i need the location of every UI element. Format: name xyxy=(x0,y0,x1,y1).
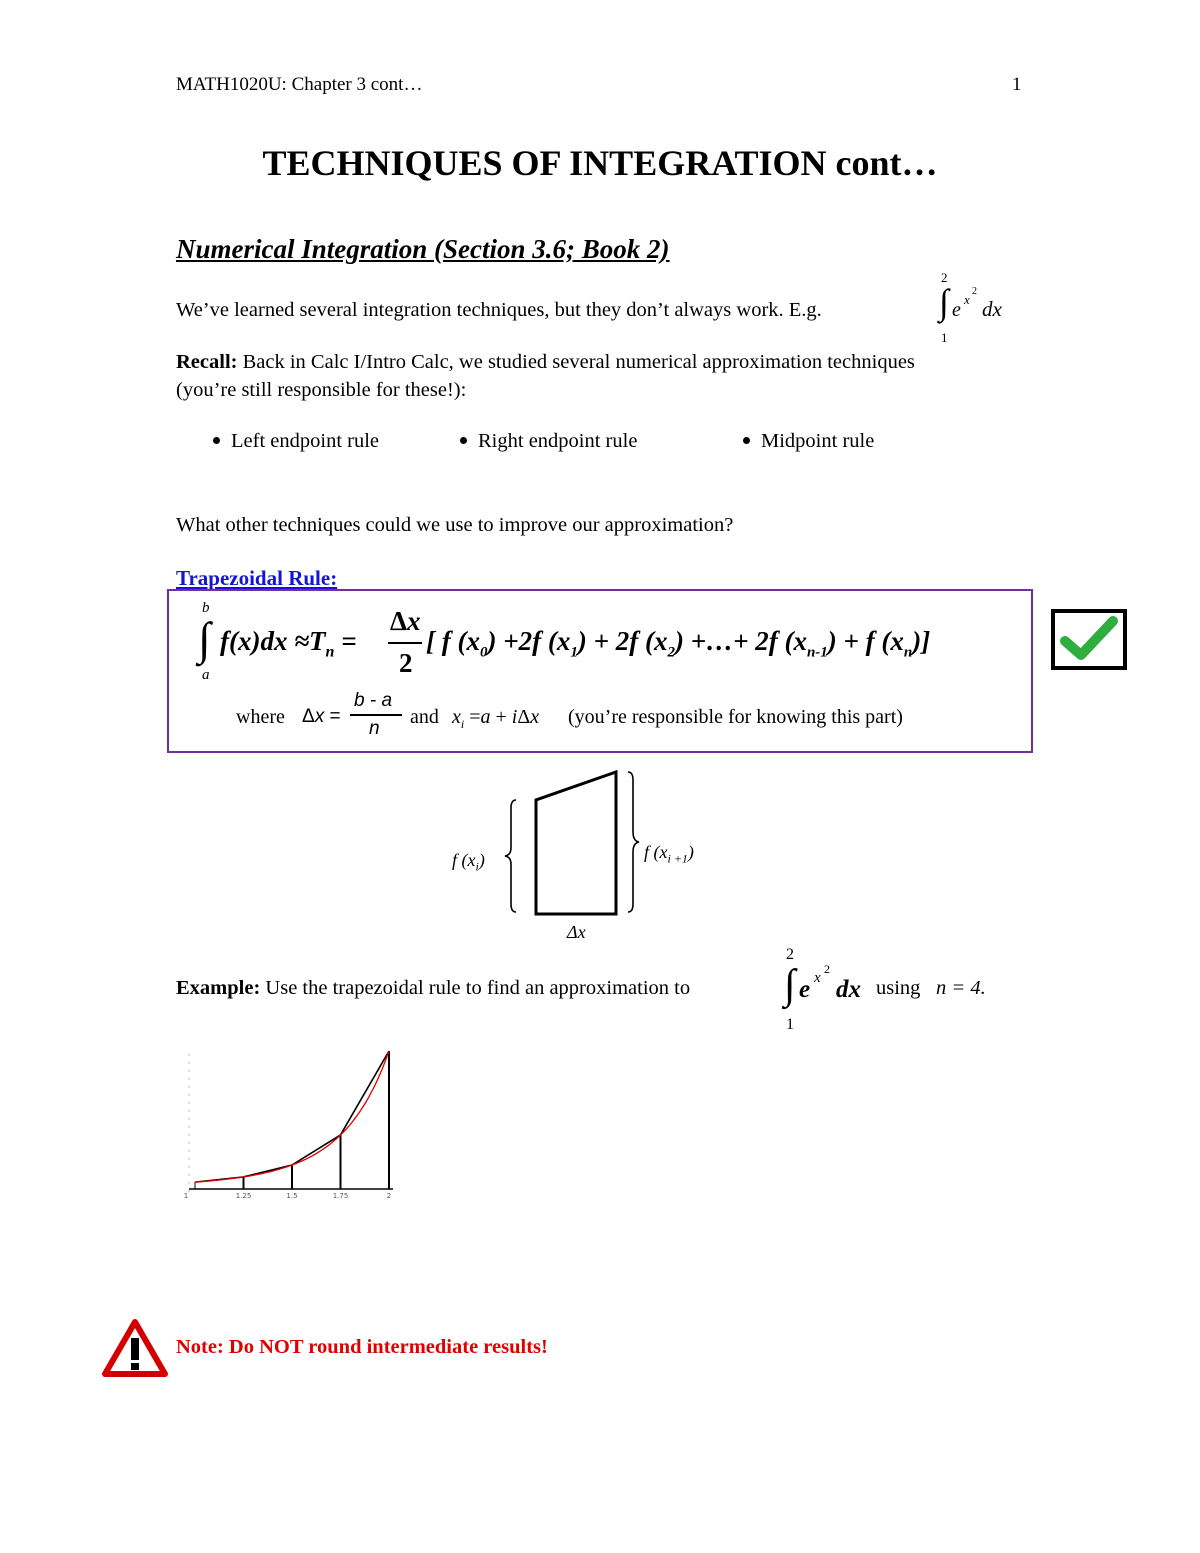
rule-left-endpoint xyxy=(213,430,379,453)
page-header: MATH1020U: Chapter 3 cont… xyxy=(176,74,423,95)
integral-sign: ∫ xyxy=(784,962,796,1008)
bullet-icon xyxy=(213,437,220,444)
diagram-left-label: f $(x_i)$ xyxy=(452,850,485,874)
delta-x-numerator: b - a xyxy=(354,690,393,711)
intro-text: We’ve learned several integration techniques, but they don’t always work. E.g. xyxy=(176,299,822,321)
graph-group xyxy=(184,1049,393,1200)
warning-exclamation-bar xyxy=(131,1338,139,1360)
formula-sum: [ f $(x_0) +2f$ $(x_1) + 2f$ $(x_2)$ +…+ 2f $(x_{n-1}) + f$ $(x_n)$] xyxy=(426,626,931,661)
delta-x-denominator: n xyxy=(369,718,380,739)
page-number: 1 xyxy=(1012,74,1022,95)
right-brace xyxy=(628,772,639,912)
graph-x-tick-label: 1 xyxy=(183,1192,189,1200)
formula-lhs: $f(x)dx \approx T_n$ = xyxy=(220,626,357,661)
bullet-icon xyxy=(743,437,750,444)
rule-label: Midpoint rule xyxy=(761,430,875,452)
recall-text: Back in Calc I/Intro Calc, we studied several numerical approximation techniques (you’re still responsible for these!): xyxy=(176,351,915,401)
where-label: where xyxy=(236,706,285,728)
formula-fraction-bar xyxy=(388,642,422,644)
bullet-icon xyxy=(460,437,467,444)
example-label: Example: xyxy=(176,977,261,999)
function-curve xyxy=(195,1051,389,1182)
where-line xyxy=(236,688,1016,744)
example-using: using xyxy=(876,977,921,999)
delta-x-bar xyxy=(350,714,402,716)
formula-fraction-num: Δx xyxy=(390,606,421,636)
intro-integral-lower: 1 xyxy=(941,330,948,345)
trapezoidal-heading: Trapezoidal Rule: xyxy=(176,566,338,590)
example-integral-exponent: x xyxy=(814,970,821,986)
note-warning-text: Note: Do NOT round intermediate results! xyxy=(176,1336,548,1358)
checkmark-icon xyxy=(1055,613,1123,666)
section-heading: Numerical Integration (Section 3.6; Book 2) xyxy=(176,234,670,264)
formula-upper-limit: b xyxy=(202,600,210,616)
checkmark-box xyxy=(1051,609,1127,670)
page-title: TECHNIQUES OF INTEGRATION cont… xyxy=(262,143,938,183)
rule-midpoint xyxy=(743,430,874,453)
graph-x-tick-label: 1.75 xyxy=(332,1192,349,1200)
intro-integral xyxy=(935,270,1025,350)
example-paragraph xyxy=(176,977,690,1000)
example-integral-integrand: e xyxy=(799,976,811,1003)
graph-x-tick-label: 2 xyxy=(386,1192,392,1200)
left-brace xyxy=(505,800,516,912)
graph-x-tick-label: 1.5 xyxy=(286,1192,298,1200)
recall-label: Recall: xyxy=(176,351,238,373)
graph-x-tick-label: 1.25 xyxy=(235,1192,252,1200)
intro-integral-integrand: e xyxy=(952,299,961,321)
warning-icon xyxy=(101,1318,169,1378)
and-label: and xyxy=(410,706,439,728)
diagram-right-label: f $(x_{i +1})$ xyxy=(644,842,694,866)
integral-sign: ∫ xyxy=(198,613,211,664)
intro-integral-upper: 2 xyxy=(941,270,948,285)
intro-integral-differential: dx xyxy=(982,297,1002,321)
responsible-note: (you’re responsible for knowing this part) xyxy=(568,706,903,728)
checkmark-path xyxy=(1065,621,1113,655)
trapezoid-top xyxy=(195,1051,389,1182)
example-n-value: n = 4. xyxy=(936,977,986,999)
formula-lower-limit: a xyxy=(202,667,210,683)
formula-fraction-den: 2 xyxy=(399,648,413,678)
example-integral xyxy=(782,946,882,1036)
recall-paragraph xyxy=(176,348,936,404)
example-integral-lower: 1 xyxy=(786,1016,794,1033)
example-integral-exponent-power: 2 xyxy=(824,962,830,976)
rule-label: Left endpoint rule xyxy=(231,430,380,452)
example-integral-upper: 2 xyxy=(786,946,794,963)
integral-sign: ∫ xyxy=(939,282,949,322)
trapezoid-formula xyxy=(190,596,1020,688)
rule-right-endpoint xyxy=(460,430,637,453)
trapezoid-shape xyxy=(536,772,616,914)
intro-integral-exponent-power: 2 xyxy=(972,286,977,297)
question-text: What other techniques could we use to improve our approximation? xyxy=(176,514,734,536)
xi-def: $x_i =a + i\Delta x$ xyxy=(452,706,540,731)
diagram-bottom-label: Δx xyxy=(567,922,586,942)
example-text: Use the trapezoidal rule to find an approximation to xyxy=(260,977,691,999)
intro-integral-exponent: x xyxy=(964,292,970,307)
example-integral-differential: dx xyxy=(836,976,861,1003)
delta-x-def: Δx = xyxy=(302,706,341,727)
rule-label: Right endpoint rule xyxy=(478,430,638,452)
warning-exclamation-dot xyxy=(131,1363,139,1370)
